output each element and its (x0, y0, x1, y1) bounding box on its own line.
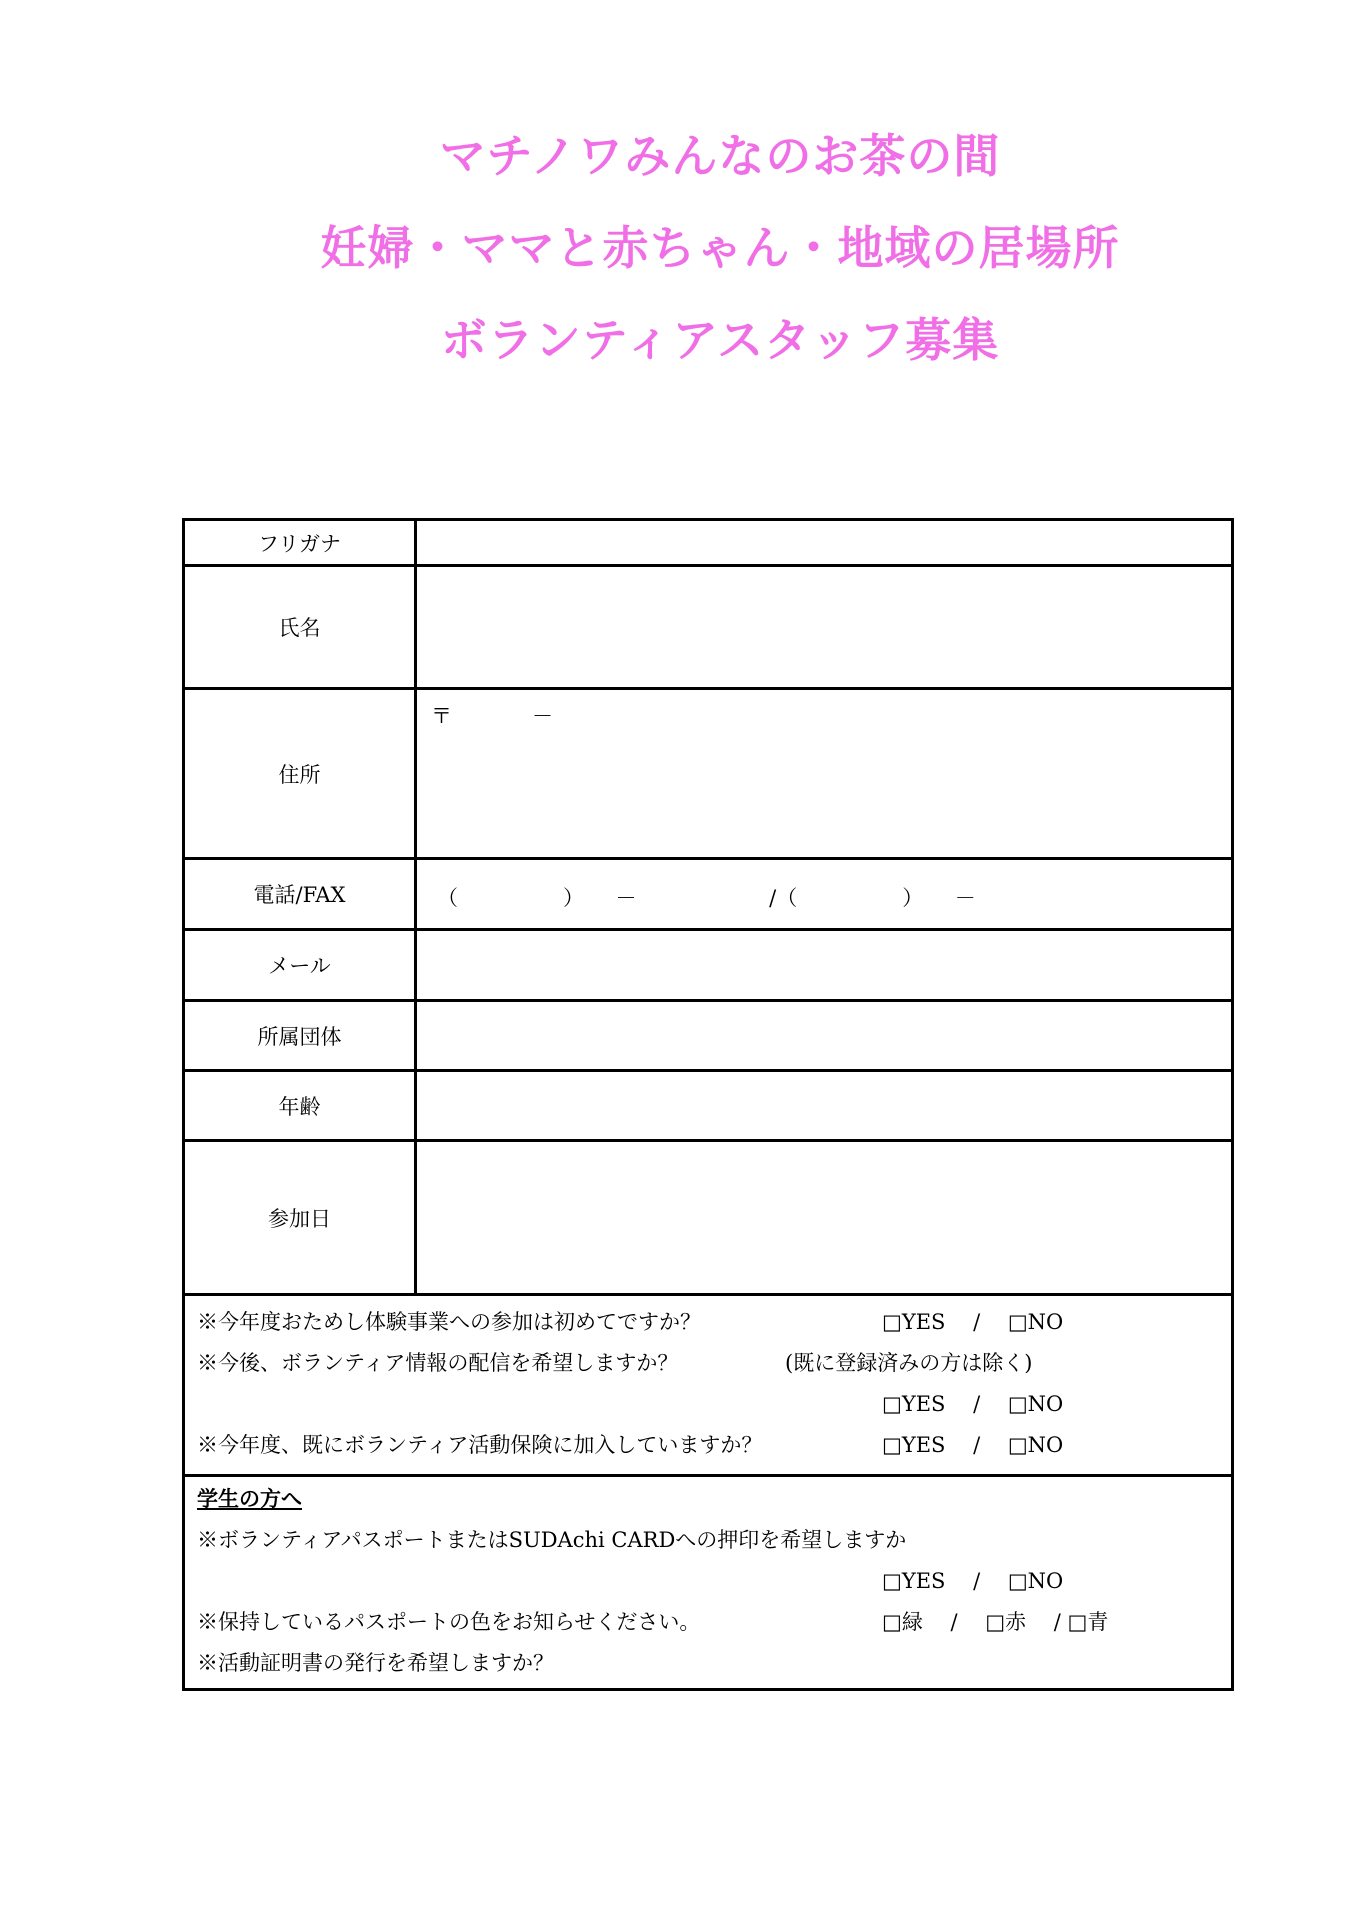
age-field[interactable] (417, 1072, 1231, 1139)
application-form (182, 518, 1234, 1691)
organization-field[interactable] (417, 1002, 1231, 1069)
name-label: 氏名 (185, 567, 417, 687)
yes-no-checkboxes[interactable]: □YES / □NO (882, 1433, 1064, 1457)
age-row (185, 1072, 1231, 1142)
phone-field[interactable] (417, 860, 1231, 928)
students-section (185, 1477, 1231, 1688)
students-heading-line (197, 1479, 1219, 1520)
question-text: ※ボランティアパスポートまたはSUDAchi CARDへの押印を希望しますか (197, 1528, 907, 1552)
mail-label: メール (185, 931, 417, 999)
yes-no-checkboxes[interactable]: □YES / □NO (882, 1569, 1064, 1593)
title-line-3: ボランティアスタッフ募集 (440, 313, 1000, 367)
question-passport-stamp (197, 1520, 1219, 1561)
organization-row (185, 1002, 1231, 1072)
date-row (185, 1142, 1231, 1296)
postal-code (431, 700, 553, 730)
question-text: ※今年度、既にボランティア活動保険に加入していますか？ (197, 1433, 763, 1457)
question-newsletter (197, 1343, 1219, 1384)
color-checkboxes[interactable]: □緑 / □赤 / □青 (882, 1610, 1109, 1634)
answer-newsletter (197, 1384, 1219, 1425)
title-line-1: マチノワみんなのお茶の間 (439, 129, 1001, 183)
postal-dash: － (532, 704, 553, 728)
mail-field[interactable] (417, 931, 1231, 999)
address-row (185, 690, 1231, 860)
mail-row (185, 931, 1231, 1002)
address-field[interactable] (417, 690, 1231, 857)
title-block (0, 110, 1358, 386)
questions-section (185, 1296, 1231, 1477)
date-label: 参加日 (185, 1142, 417, 1293)
question-insurance (197, 1425, 1219, 1466)
yes-no-checkboxes[interactable]: □YES / □NO (882, 1310, 1064, 1334)
question-text: ※今年度おためし体験事業への参加は初めてですか？ (197, 1310, 701, 1334)
furigana-label: フリガナ (185, 521, 417, 564)
furigana-row (185, 521, 1231, 567)
name-row (185, 567, 1231, 690)
name-field[interactable] (417, 567, 1231, 687)
phone-template: （ ） － /（ ） － (437, 886, 976, 910)
answer-passport-stamp (197, 1561, 1219, 1602)
question-note: (既に登録済みの方は除く) (785, 1351, 1033, 1375)
phone-row (185, 860, 1231, 931)
yes-no-checkboxes[interactable]: □YES / □NO (882, 1392, 1064, 1416)
question-passport-color (197, 1602, 1219, 1643)
postal-mark: 〒 (431, 704, 452, 728)
question-first-time (197, 1302, 1219, 1343)
phone-label: 電話/FAX (185, 860, 417, 928)
address-label: 住所 (185, 690, 417, 857)
date-field[interactable] (417, 1142, 1231, 1293)
question-certificate (197, 1643, 1219, 1684)
students-heading: 学生の方へ (197, 1487, 302, 1511)
question-text: ※保持しているパスポートの色をお知らせください。 (197, 1610, 701, 1634)
question-text: ※今後、ボランティア情報の配信を希望しますか？ (197, 1351, 679, 1375)
question-text: ※活動証明書の発行を希望しますか？ (197, 1651, 554, 1675)
furigana-field[interactable] (417, 521, 1231, 564)
title-line-2: 妊婦・ママと赤ちゃん・地域の居場所 (320, 221, 1120, 275)
age-label: 年齢 (185, 1072, 417, 1139)
organization-label: 所属団体 (185, 1002, 417, 1069)
